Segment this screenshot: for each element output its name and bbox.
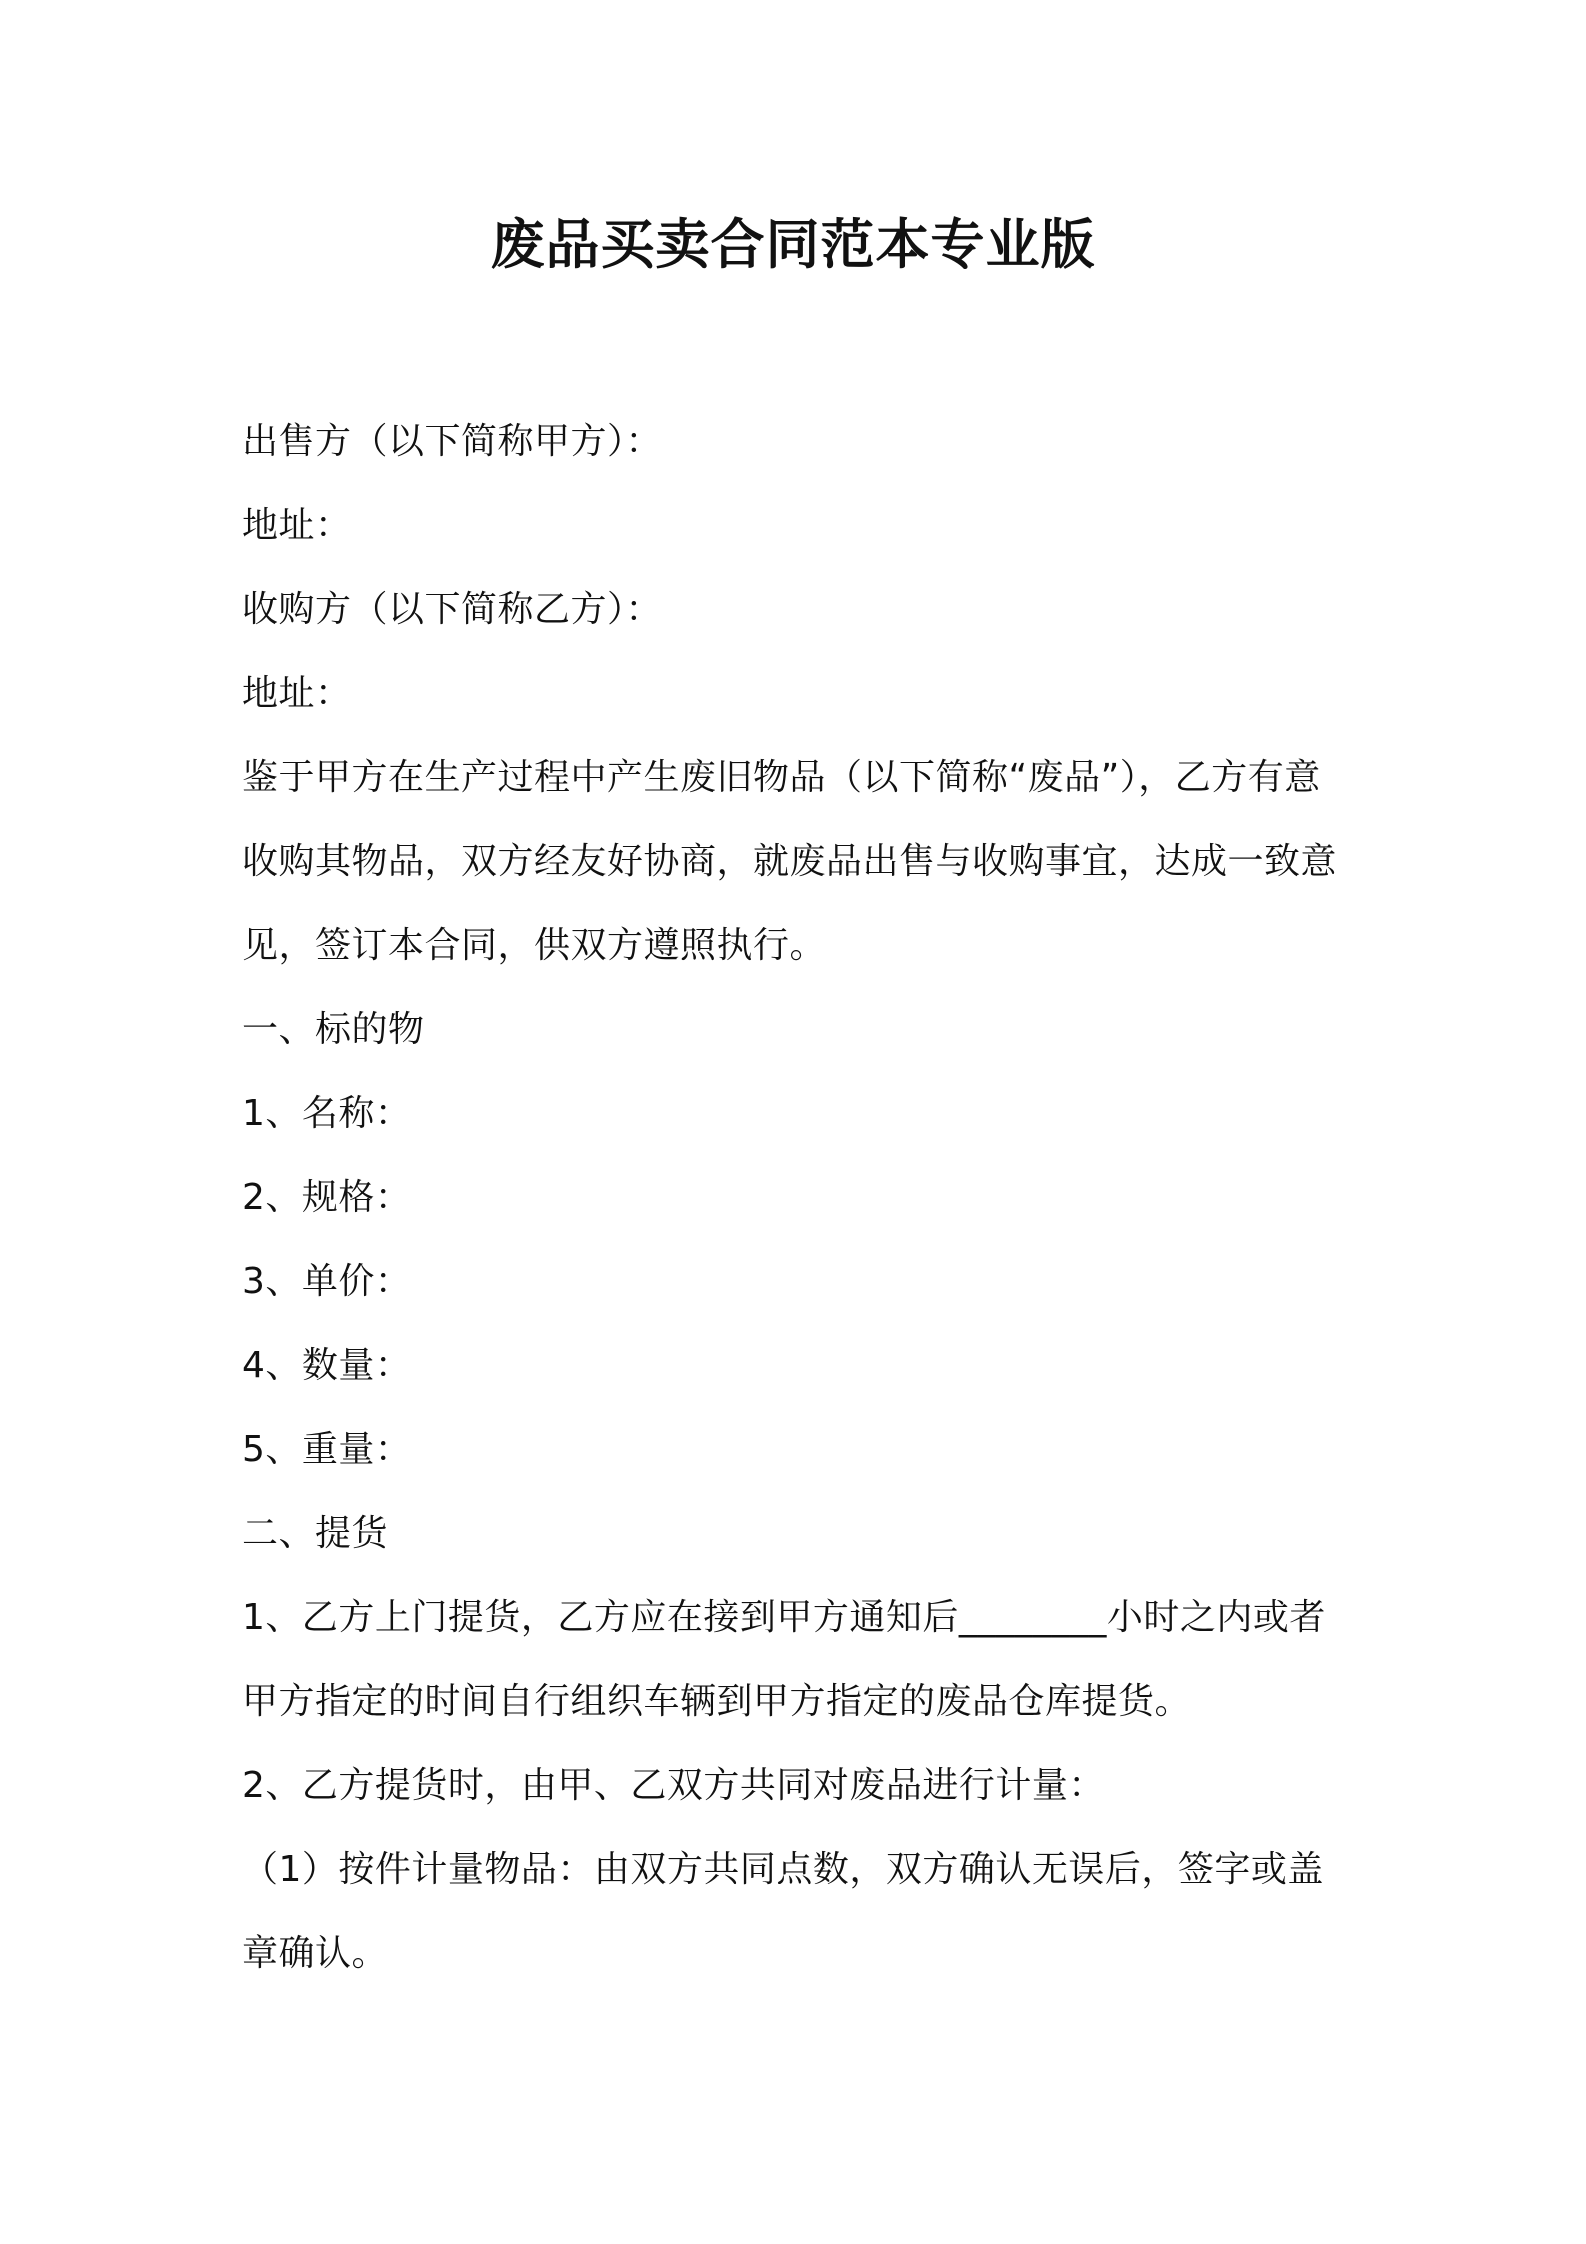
- section-heading-pickup: 二、提货: [242, 1513, 389, 1554]
- buyer-line: 收购方（以下简称乙方）：: [242, 589, 663, 630]
- pickup-clause-2: 2、乙方提货时，由甲、乙双方共同对废品进行计量：: [242, 1765, 1105, 1806]
- item-name: 1、名称：: [242, 1093, 412, 1134]
- document-title: 废品买卖合同范本专业版: [490, 213, 1096, 276]
- item-weight: 5、重量：: [242, 1429, 412, 1470]
- preamble-line-3: 见，签订本合同，供双方遵照执行。: [242, 925, 827, 966]
- pickup-clause-1b: 甲方指定的时间自行组织车辆到甲方指定的废品仓库提货。: [242, 1681, 1192, 1722]
- preamble-line-2: 收购其物品，双方经友好协商，就废品出售与收购事宜，达成一致意: [242, 841, 1338, 882]
- seller-address-line: 地址：: [242, 505, 352, 546]
- buyer-address-line: 地址：: [242, 673, 352, 714]
- item-spec: 2、规格：: [242, 1177, 412, 1218]
- pickup-clause-2-1a: （1）按件计量物品：由双方共同点数，双方确认无误后，签字或盖: [242, 1849, 1324, 1890]
- section-heading-subject: 一、标的物: [242, 1009, 425, 1050]
- pickup-clause-2-1b: 章确认。: [242, 1933, 389, 1974]
- item-unit-price: 3、单价：: [242, 1261, 412, 1302]
- seller-line: 出售方（以下简称甲方）：: [242, 421, 663, 462]
- preamble-line-1: 鉴于甲方在生产过程中产生废旧物品（以下简称“废品”），乙方有意: [242, 757, 1321, 798]
- item-quantity: 4、数量：: [242, 1345, 412, 1386]
- pickup-clause-1a: 1、乙方上门提货，乙方应在接到甲方通知后________小时之内或者: [242, 1597, 1326, 1638]
- contract-body: [242, 400, 1362, 1996]
